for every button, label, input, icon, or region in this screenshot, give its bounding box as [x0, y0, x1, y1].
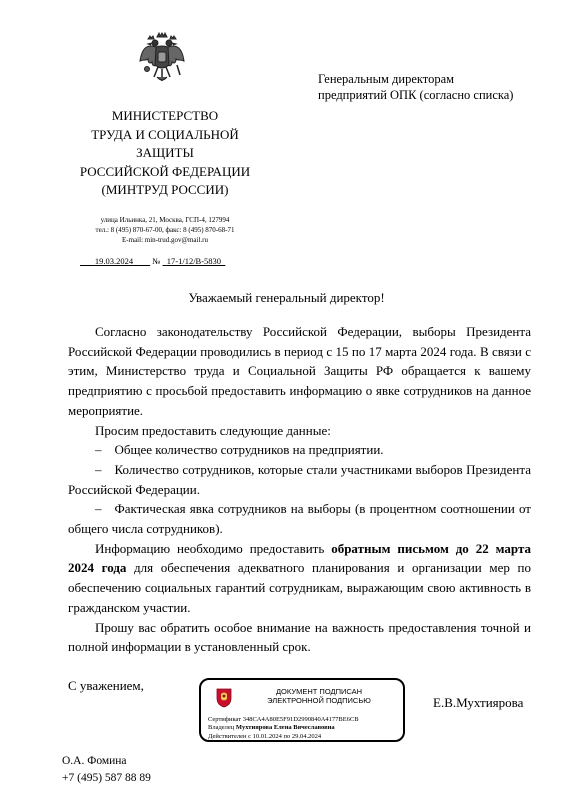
phone-fax-line: тел.: 8 (495) 870-67-00, факс: 8 (495) 870-68-71	[95, 226, 235, 234]
ministry-line: ЗАЩИТЫ	[136, 145, 194, 160]
body-paragraph: Просим предоставить следующие данные:	[95, 422, 331, 438]
electronic-signature-stamp	[199, 678, 405, 742]
email-line: E-mail: min-trud.gov@mail.ru	[122, 236, 208, 244]
deadline-highlight: обратным письмом до 22 марта 2024 года	[68, 540, 531, 576]
certificate-line: Сертификат 348CA4A80E5F91D2990840A4177BE6CB	[208, 716, 359, 723]
recipient-block	[318, 71, 548, 103]
executor-name: О.А. Фомина	[62, 755, 127, 767]
list-item: – Общее количество сотрудников на предприятии.	[95, 442, 384, 458]
ministry-name	[60, 107, 270, 200]
ministry-line: РОССИЙСКОЙ ФЕДЕРАЦИИ	[79, 163, 251, 179]
document-date: 19.03.2024	[94, 256, 134, 266]
ministry-line: МИНИСТЕРСТВО	[111, 108, 219, 123]
body-paragraph: Прошу вас обратить особое внимание на важность предоставления точной и полной информации в установленный срок.	[68, 619, 531, 655]
list-item: – Фактическая явка сотрудников на выборы (в процентном соотношении от общего числа сотрудников).	[68, 501, 531, 537]
executor-info	[62, 753, 151, 787]
stamp-title-line: ДОКУМЕНТ ПОДПИСАН	[275, 687, 363, 696]
document-date-number	[80, 256, 225, 266]
coat-of-arms-icon	[215, 686, 233, 708]
greeting: Уважаемый генеральный директор!	[188, 290, 385, 305]
owner-line: Владелец Мухтиярова Елена Вячеславовна	[208, 724, 335, 732]
validity-line: Действителен с 10.01.2024 по 29.04.2024	[208, 732, 322, 740]
ministry-line: (МИНТРУД РОССИИ)	[101, 182, 229, 197]
letter-body	[68, 322, 531, 657]
address-line: улица Ильинка, 21, Москва, ГСП-4, 127994	[100, 216, 230, 224]
ministry-line: ТРУДА И СОЦИАЛЬНОЙ	[91, 126, 239, 142]
number-label: №	[152, 256, 161, 266]
stamp-title-line: ЭЛЕКТРОННОЙ ПОДПИСЬЮ	[267, 696, 371, 705]
body-paragraph: Согласно законодательству Российской Федерации, выборы Президента Российской Федерации проводились в период с 15 по 17 марта 2024 года. В связи с этим, Министерство труда и Социальной Защиты РФ обращается к вашему предприятию с просьбой предоставить информацию о явке сотрудников на данное мероприятие.	[68, 324, 531, 418]
recipient-line: предприятий ОПК (согласно списка)	[318, 88, 514, 102]
executor-phone: +7 (495) 587 88 89	[62, 772, 151, 784]
body-paragraph: Информацию необходимо предоставить обратным письмом до 22 марта 2024 года для обеспечения адекватного планирования и организации мер по обеспечению социальных гарантий сотрудникам, выражающим свою активность в гражданском участии.	[68, 540, 531, 615]
signer-name: Е.В.Мухтиярова	[433, 695, 524, 710]
closing: С уважением,	[68, 678, 144, 693]
document-number: 17-1/12/В-5830	[166, 256, 222, 266]
list-item: – Количество сотрудников, которые стали участниками выборов Президента Российской Федерации.	[68, 461, 531, 497]
ministry-address	[60, 215, 270, 245]
russian-double-headed-eagle-icon	[138, 31, 186, 85]
recipient-line: Генеральным директорам	[318, 72, 455, 86]
